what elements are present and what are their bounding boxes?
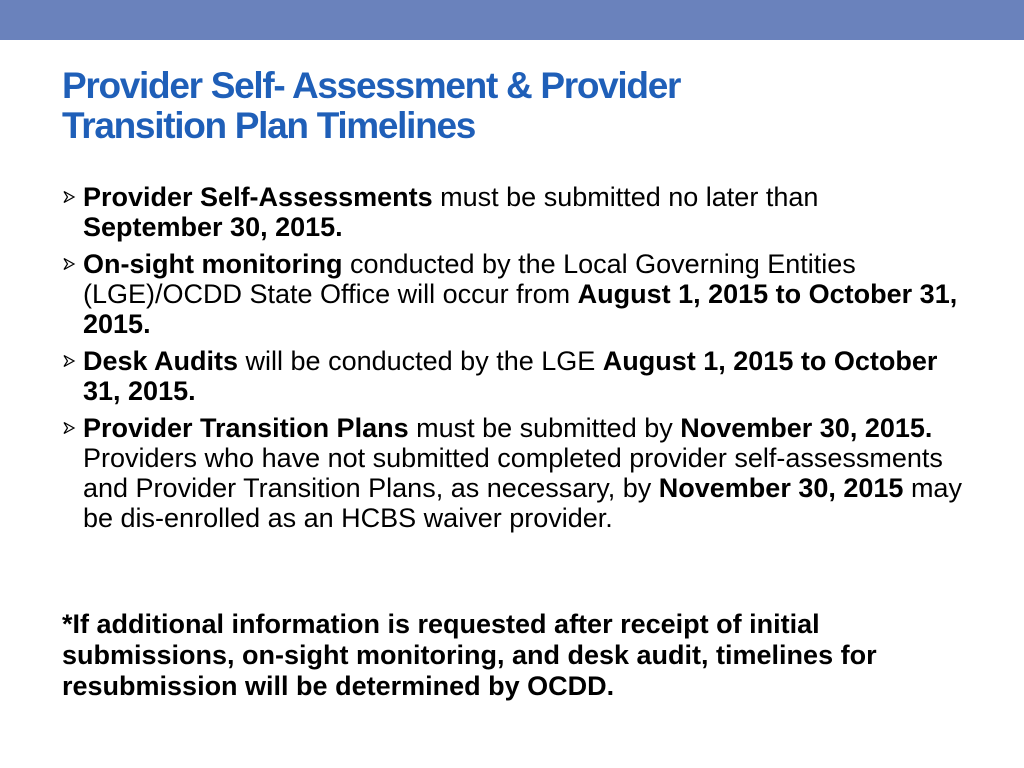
right-arrowhead-icon (62, 354, 76, 368)
bullet-text: conducted by the Local Governing Entities (LGE)/OCDD State Office will occur from (83, 249, 856, 309)
right-arrowhead-icon (62, 421, 76, 435)
header-band (0, 0, 1024, 40)
slide-title-line-2: Transition Plan Timelines (62, 105, 475, 146)
bullet-provider-transition-plans (62, 413, 962, 533)
bullet-date: November 30, 2015 (658, 473, 904, 503)
bullet-text: will be conducted by the LGE (238, 346, 603, 376)
slide-title-line-1: Provider Self- Assessment & Provider (62, 65, 681, 106)
right-arrowhead-icon (62, 190, 76, 204)
bullet-text: must be submitted no later than (432, 182, 819, 212)
bullet-text: may be dis-enrolled as an HCBS waiver provider. (83, 473, 962, 533)
bullet-date: November 30, 2015. (680, 413, 933, 443)
bullet-desk-audits (62, 346, 962, 406)
bullet-text: Providers who have not submitted completed provider self-assessments and Provider Transition Plans, as necessary, by (83, 443, 943, 503)
bullet-lead: Provider Self-Assessments (83, 182, 433, 212)
right-arrowhead-icon (62, 257, 76, 271)
bullet-date: August 1, 2015 to October 31, 2015. (83, 346, 938, 406)
bullet-text: must be submitted by (408, 413, 681, 443)
bullet-on-sight-monitoring (62, 249, 962, 339)
bullet-date: August 1, 2015 to October 31, 2015. (83, 279, 958, 339)
bullet-list (62, 182, 962, 540)
bullet-lead: Desk Audits (83, 346, 239, 376)
bullet-lead: On-sight monitoring (83, 249, 343, 279)
bullet-date: September 30, 2015. (83, 212, 343, 242)
bullet-lead: Provider Transition Plans (83, 413, 409, 443)
bullet-provider-self-assessments (62, 182, 962, 242)
slide-title (62, 66, 982, 146)
footnote: *If additional information is requested after receipt of initial submissions, on-sight monitoring, and desk audit, timelines for resubmission will be determined by OCDD. (62, 609, 877, 701)
